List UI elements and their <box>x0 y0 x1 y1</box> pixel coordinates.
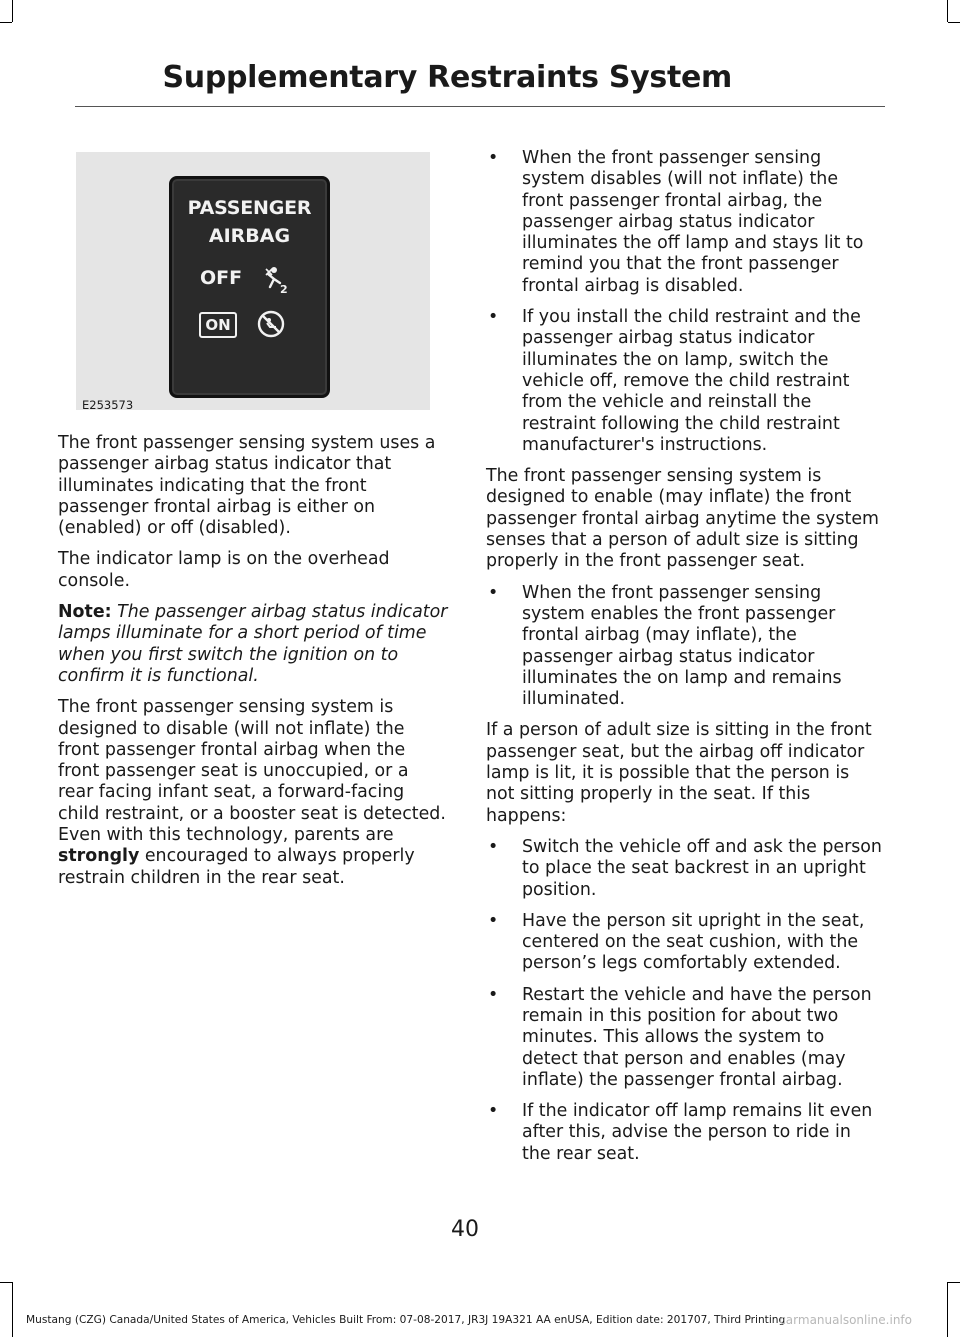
list-item-text: Have the person sit upright in the seat, centered on the seat cushion, with the person’s legs comfortably extended. <box>522 910 865 974</box>
list-item <box>486 148 882 297</box>
list-item-text: Restart the vehicle and have the person remain in this position for about two minutes. This allows the system to detect that person and enables (may inflate) the passenger frontal airbag. <box>522 984 872 1090</box>
paragraph: The front passenger sensing system uses a passenger airbag status indicator that illuminates indicating that the front passenger frontal airbag is either on (enabled) or off (disabled). <box>58 433 436 539</box>
airbag-indicator-figure <box>76 152 432 412</box>
crop-mark-top-right-v <box>947 0 948 22</box>
paragraph: The indicator lamp is on the overhead console. <box>58 549 390 591</box>
paragraph: If a person of adult size is sitting in the front passenger seat, but the airbag off indicator lamp is lit, it is possible that the person is not sitting properly in the seat. If this happens: <box>486 720 872 826</box>
crop-mark-bottom-right-v <box>947 1282 948 1337</box>
list-item <box>486 583 882 711</box>
crop-mark-bottom-left-h <box>0 1282 12 1283</box>
list-item-text: When the front passenger sensing system enables the front passenger frontal airbag (may inflate), the passenger airbag status indicator illuminates the on lamp and remains illuminated. <box>522 582 842 710</box>
bullet-icon: • <box>488 148 499 168</box>
paragraph-text: The front passenger sensing system is designed to disable (will not inflate) the front passenger frontal airbag when the front passenger seat is unoccupied, or a rear facing infant seat, a forward-facing child restraint, or a booster seat is detected. Even with this technology, parents are <box>58 697 446 846</box>
airbag-on-icon <box>256 309 286 339</box>
right-column <box>486 148 882 1175</box>
watermark: carmanualsonline.info <box>779 1313 912 1327</box>
paragraph <box>58 697 448 889</box>
page-number: 40 <box>451 1217 479 1242</box>
list-item-text: When the front passenger sensing system disables (will not inflate) the front passenger frontal airbag, the passenger airbag status indicator illuminates the off lamp and stays lit to remind you that the front passenger frontal airbag is disabled. <box>522 148 864 296</box>
on-lamp-label: ON <box>199 312 237 338</box>
crop-mark-bottom-left-v <box>12 1282 13 1337</box>
bullet-icon: • <box>488 836 499 857</box>
list-item-text: Switch the vehicle off and ask the person to place the seat backrest in an upright position. <box>522 836 882 900</box>
list-item <box>486 911 882 975</box>
list-item <box>486 307 882 456</box>
left-column <box>58 433 448 899</box>
note <box>58 602 448 687</box>
panel-label-passenger: PASSENGER <box>187 197 312 219</box>
paragraph-text: encouraged to always properly restrain children in the rear seat. <box>58 846 415 888</box>
list-item-text: If the indicator off lamp remains lit even after this, advise the person to ride in the rear seat. <box>522 1101 873 1164</box>
emphasis-text: strongly <box>58 846 140 867</box>
note-text: The passenger airbag status indicator lamps illuminate for a short period of time when you first switch the ignition on to confirm it is functional. <box>58 602 448 686</box>
crop-mark-bottom-right-h <box>948 1282 960 1283</box>
bullet-icon: • <box>488 582 499 603</box>
bullet-icon: • <box>488 984 499 1005</box>
svg-text:2: 2 <box>280 283 288 295</box>
list-item-text: If you install the child restraint and the passenger airbag status indicator illuminates the on lamp, switch the vehicle off, remove the child restraint from the vehicle and reinstall the restraint following the child restraint manufacturer's instructions. <box>522 307 861 455</box>
figure-code: E253573 <box>82 398 134 412</box>
list-item <box>486 837 882 901</box>
list-item <box>486 1101 882 1165</box>
footer-text: Mustang (CZG) Canada/United States of America, Vehicles Built From: 07-08-2017, JR3J 19A321 AA enUSA, Edition date: 201707, Third Printing <box>26 1314 786 1326</box>
crop-mark-top-left-h <box>0 22 12 23</box>
bullet-icon: • <box>488 307 499 328</box>
header-divider <box>75 106 885 107</box>
crop-mark-top-left-v <box>12 0 13 22</box>
off-lamp-label: OFF <box>200 267 243 289</box>
bullet-icon: • <box>488 910 499 931</box>
panel-label-airbag: AIRBAG <box>208 225 291 247</box>
crop-mark-top-right-h <box>948 22 960 23</box>
airbag-off-icon <box>258 263 290 295</box>
note-label: Note: <box>58 602 112 623</box>
list-item <box>486 985 882 1091</box>
passenger-airbag-indicator-panel <box>169 176 330 398</box>
bullet-icon: • <box>488 1101 499 1122</box>
page-title: Supplementary Restraints System <box>162 60 732 95</box>
paragraph: The front passenger sensing system is designed to enable (may inflate) the front passenger frontal airbag anytime the system senses that a person of adult size is sitting properly in the front passenger seat. <box>486 466 879 572</box>
